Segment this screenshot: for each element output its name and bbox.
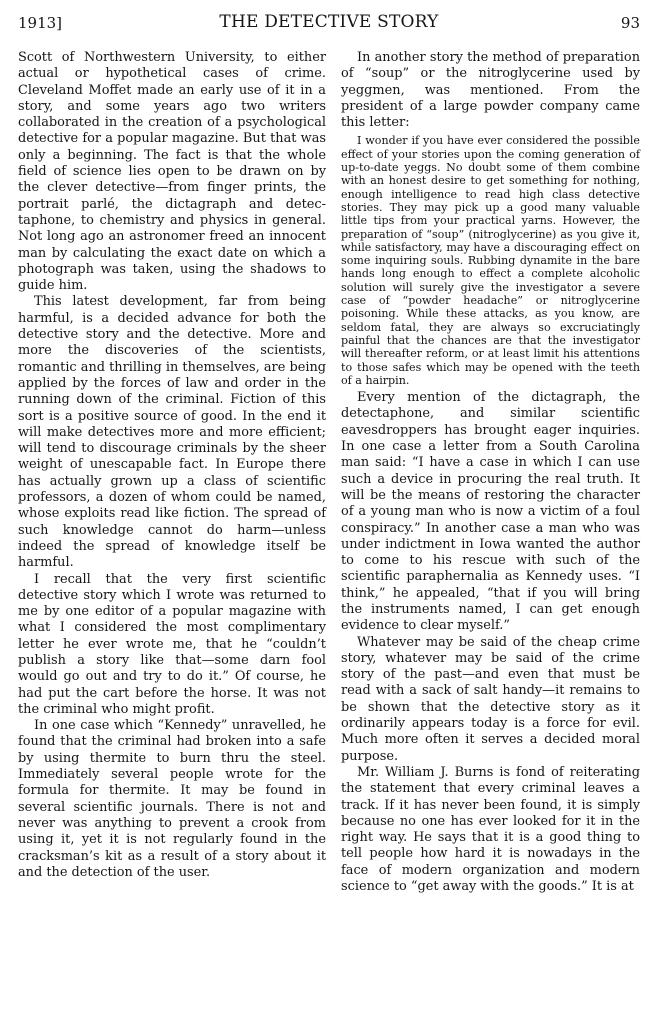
left-column (18, 50, 326, 881)
block-quote (341, 134, 640, 387)
page-header (18, 10, 640, 36)
right-column (341, 50, 640, 895)
header-year: 1913] (18, 14, 63, 32)
paragraph: This latest development, far from being harmful, is a decided advance for both the detective story and the detective. More and more the discoveries of the scientists, romantic and thrilling in themselves, are being applied by the forces of law and order in the running down of the criminal. Fiction of this sort is a positive source of good. In the end it will make detectives more and more efficient; will tend to discourage criminals by the sheer weight of unescapable fact. In Europe there has actually grown up a class of scientific professors, a dozen of whom could be named, whose exploits read like fiction. The spread of such knowledge cannot do harm—unless indeed the spread of knowledge itself be harmful. (18, 294, 326, 571)
paragraph: I recall that the very first scientific detective story which I wrote was returned to me by one editor of a popular magazine with what I considered the most complimentary letter he ever wrote me, that he “couldn’t publish a story like that—some darn fool would go out and try to do it.” Of course, he had put the cart before the horse. It was not the criminal who might profit. (18, 571, 326, 717)
paragraph: Whatever may be said of the cheap crime story, whatever may be said of the crime story of the past—and even that must be read with a sack of salt handy—it remains to be shown that the detective story as it ordinarily appears today is a force for evil. Much more often it serves a decided moral purpose. (341, 634, 640, 764)
quoted-letter: I wonder if you have ever considered the possible effect of your stories upon the coming generation of up-to-date yeggs. No doubt some of them combine with an honest desire to get something for nothing, enough intelligence to read high class detective stories. They may pick up a good many valuable little tips from your practical yarns. However, the preparation of “soup” (nitroglycerine) as you give it, while satisfactory, may have a discouraging effect on some inquiring souls. Rubbing dynamite in the bare hands long enough to effect a complete alcoholic solution will surely give the investigator a severe case of “powder headache” or nitroglycerine poisoning. While these attacks, as you know, are seldom fatal, they are always so excruciatingly painful that the chances are that the investigator will thereafter reform, or at least limit his attentions to those safes which may be opened with the teeth of a hairpin. (341, 134, 640, 387)
paragraph: Every mention of the dictagraph, the detectaphone, and similar scientific eavesdroppers has brought eager inquiries. In one case a letter from a South Carolina man said: “I have a case in which I can use such a device in procuring the real truth. It will be the means of restoring the character of a young man who is now a victim of a foul conspiracy.” In another case a man who was under indictment in Iowa wanted the author to come to his rescue with such of the scientific paraphernalia as Kennedy uses. “I think,” he appealed, “that if you will bring the instruments named, I can get enough evidence to clear myself.” (341, 390, 640, 634)
page-number: 93 (620, 14, 640, 32)
paragraph-intro: In another story the method of preparation of “soup” or the nitroglycerine used by yeggmen, was mentioned. From the president of a large powder company came this letter: (341, 50, 640, 131)
paragraph-continued: Scott of Northwestern University, to either actual or hypothetical cases of crime. Cleveland Moffet made an early use of it in a story, and some years ago two writers collaborated in the creation of a psychological detective for a popular magazine. But that was only a beginning. The fact is that the whole field of science lies open to be drawn on by the clever detective—from finger prints, the portrait parlé, the dictagraph and detectaphone, to chemistry and physics in general. Not long ago an astronomer freed an innocent man by calculating the exact date on which a photograph was taken, using the shadows to guide him. (18, 50, 326, 294)
paragraph: Mr. William J. Burns is fond of reiterating the statement that every criminal leaves a track. If it has never been found, it is simply because no one has ever looked for it in the right way. He says that it is a good thing to tell people how hard it is nowadays in the face of modern organization and modern science to “get away with the goods.” It is at (341, 764, 640, 895)
paragraph: In one case which “Kennedy” unravelled, he found that the criminal had broken into a safe by using thermite to burn thru the steel. Immediately several people wrote for the formula for thermite. It may be found in several scientific journals. There is not and never was anything to prevent a crook from using it, yet it is not regularly found in the cracksman’s kit as a result of a story about it and the detection of the user. (18, 718, 326, 880)
running-title: THE DETECTIVE STORY (219, 12, 439, 32)
